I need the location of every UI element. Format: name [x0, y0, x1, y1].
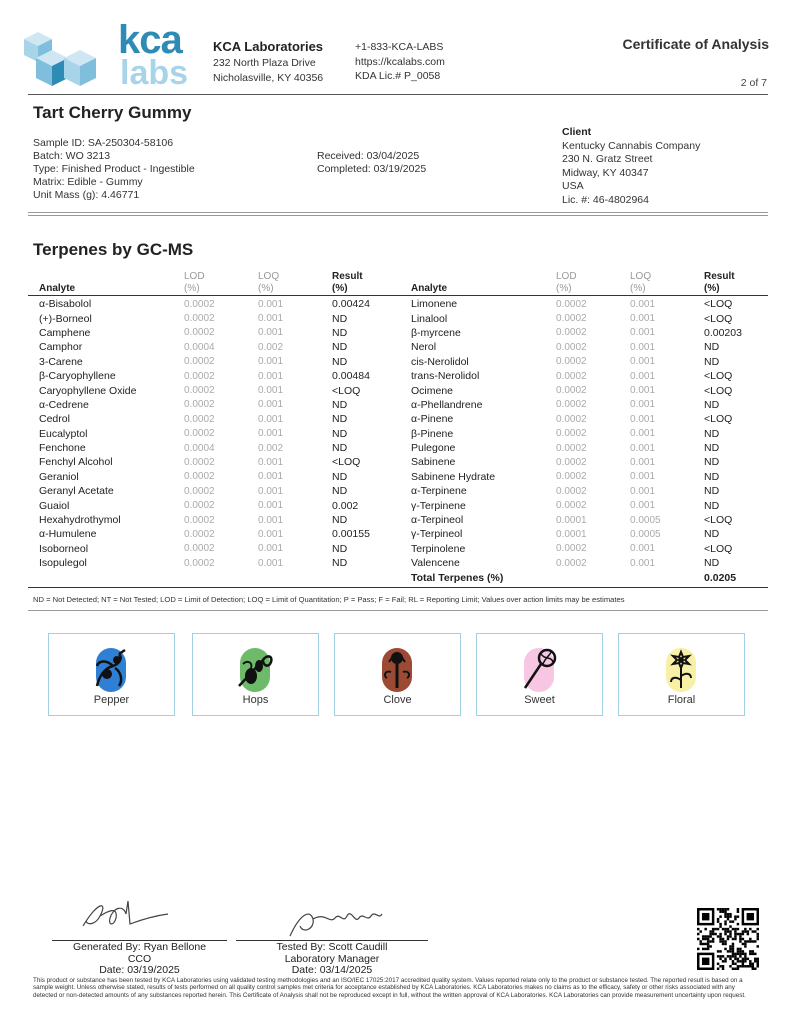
table-header-row [39, 271, 384, 297]
analyte-cell: trans-Nerolidol [411, 370, 480, 383]
result-cell: <LOQ [704, 413, 733, 426]
generated-by-title: CCO [127, 952, 152, 965]
result-cell: ND [332, 355, 348, 368]
total-label: Total Terpenes (%) [411, 571, 504, 584]
result-cell: ND [332, 442, 348, 455]
lod-cell: 0.0002 [184, 356, 215, 368]
matrix: Matrix: Edible - Gummy [33, 176, 143, 188]
loq-cell: 0.001 [630, 313, 656, 325]
loq-cell: 0.001 [630, 413, 656, 425]
loq-cell: 0.001 [630, 500, 656, 512]
loq-cell: 0.001 [258, 313, 284, 325]
lod-cell: 0.0002 [184, 428, 215, 440]
loq-cell: 0.001 [258, 413, 284, 425]
lod-cell: 0.0002 [556, 456, 587, 468]
result-cell: <LOQ [704, 514, 733, 527]
kca-labs-logo [22, 18, 192, 92]
result-cell: ND [332, 470, 348, 483]
col-loq: LOQ (%) [258, 271, 280, 294]
lod-cell: 0.0002 [556, 298, 587, 310]
table-row [39, 470, 384, 484]
header-divider [28, 94, 768, 95]
aroma-label: Clove [383, 694, 412, 706]
analyte-cell: Terpinolene [411, 542, 466, 555]
table-header-divider [28, 295, 768, 296]
table-row [39, 297, 384, 311]
product-name: Tart Cherry Gummy [33, 103, 192, 122]
result-cell: ND [704, 442, 720, 455]
result-cell: ND [332, 341, 348, 354]
lod-cell: 0.0001 [556, 514, 587, 526]
aroma-label: Sweet [524, 694, 555, 706]
lod-cell: 0.0002 [556, 385, 587, 397]
lod-cell: 0.0002 [184, 370, 215, 382]
table-row [39, 340, 384, 354]
analyte-cell: (+)-Borneol [39, 312, 92, 325]
result-cell: <LOQ [704, 384, 733, 397]
aroma-tile-hops [192, 633, 319, 716]
result-cell: <LOQ [332, 384, 361, 397]
loq-cell: 0.001 [630, 298, 656, 310]
hops-icon [233, 646, 277, 692]
result-cell: ND [332, 413, 348, 426]
lod-cell: 0.0002 [556, 313, 587, 325]
lod-cell: 0.0002 [556, 356, 587, 368]
disclaimer: This product or substance has been tested by KCA Laboratories using validated testing methodologies and an ISO/IEC 17025:2017 accredited quality system. Values reported relate only to the product or substance tested. The reported result is based on a sample weight. Unless otherwise stated, results of tests performed on all quality control samples met criteria for acceptance established by KCA Laboratories. KCA Laboratories makes no claims as to the efficacy, safety or other risks associated with any detected or non-detected amounts of any substances reported herein. This Certificate of Analysis shall not be reproduced except in full, without the written approval of KCA Laboratories. KCA Laboratories can provide measurement uncertainty upon request. [33, 977, 746, 999]
sample-dates [317, 150, 426, 176]
analyte-cell: Caryophyllene Oxide [39, 384, 137, 397]
loq-cell: 0.001 [630, 370, 656, 382]
table-row [411, 470, 769, 484]
lod-cell: 0.0002 [556, 341, 587, 353]
analyte-cell: α-Humulene [39, 528, 97, 541]
analyte-cell: Sabinene Hydrate [411, 470, 496, 483]
legend-divider [28, 610, 768, 611]
loq-cell: 0.001 [258, 385, 284, 397]
table-row [411, 441, 769, 455]
scott-caudill-signature [285, 904, 385, 942]
result-cell: <LOQ [704, 542, 733, 555]
table-row [411, 369, 769, 383]
client-license: Lic. #: 46-4802964 [562, 193, 649, 206]
loq-cell: 0.001 [258, 370, 284, 382]
analyte-cell: Eucalyptol [39, 427, 88, 440]
lod-cell: 0.0002 [184, 313, 215, 325]
loq-cell: 0.001 [258, 428, 284, 440]
loq-cell: 0.001 [630, 485, 656, 497]
table-row [39, 326, 384, 340]
result-cell: <LOQ [704, 298, 733, 311]
loq-cell: 0.001 [258, 456, 284, 468]
batch: Batch: WO 3213 [33, 150, 111, 162]
table-row [411, 412, 769, 426]
loq-cell: 0.001 [258, 471, 284, 483]
lod-cell: 0.0002 [184, 528, 215, 540]
clove-icon [375, 646, 419, 692]
table-row [411, 427, 769, 441]
result-cell: ND [332, 312, 348, 325]
table-row [411, 527, 769, 541]
result-cell: 0.002 [332, 499, 359, 512]
table-row [39, 484, 384, 498]
loq-cell: 0.0005 [630, 528, 661, 540]
analyte-cell: Fenchone [39, 442, 86, 455]
loq-cell: 0.001 [258, 500, 284, 512]
lod-cell: 0.0002 [184, 456, 215, 468]
lod-cell: 0.0002 [556, 557, 587, 569]
table-row [411, 398, 769, 412]
analyte-cell: α-Pinene [411, 413, 454, 426]
table-row [39, 355, 384, 369]
col-analyte: Analyte [39, 282, 76, 294]
section-title: Terpenes by GC-MS [33, 240, 194, 259]
lab-license: KDA Lic.# P_0058 [355, 70, 441, 82]
aroma-label: Floral [667, 694, 696, 706]
loq-cell: 0.001 [258, 543, 284, 555]
sample-type: Type: Finished Product - Ingestible [33, 163, 195, 175]
result-cell: ND [332, 485, 348, 498]
loq-cell: 0.002 [258, 442, 284, 454]
result-cell: <LOQ [332, 456, 361, 469]
generated-by-name: Generated By: Ryan Bellone [72, 941, 207, 953]
loq-cell: 0.001 [630, 471, 656, 483]
table-row [39, 412, 384, 426]
table-row [39, 527, 384, 541]
loq-cell: 0.001 [630, 327, 656, 339]
analyte-cell: Geranyl Acetate [39, 485, 114, 498]
lod-cell: 0.0002 [556, 543, 587, 555]
result-cell: 0.00203 [704, 326, 742, 339]
table-row [39, 311, 384, 325]
lod-cell: 0.0002 [556, 399, 587, 411]
result-cell: <LOQ [704, 312, 733, 325]
total-value: 0.0205 [704, 571, 737, 584]
lod-cell: 0.0002 [556, 327, 587, 339]
table-row [39, 383, 384, 397]
analyte-cell: α-Terpineol [411, 514, 464, 527]
analyte-cell: Sabinene [411, 456, 456, 469]
aroma-tile-floral [618, 633, 745, 716]
loq-cell: 0.002 [258, 341, 284, 353]
lod-cell: 0.0002 [184, 298, 215, 310]
lod-cell: 0.0002 [184, 543, 215, 555]
analyte-cell: Pulegone [411, 442, 456, 455]
loq-cell: 0.001 [630, 341, 656, 353]
loq-cell: 0.001 [258, 327, 284, 339]
page-number: 2 of 7 [740, 77, 767, 89]
result-cell: ND [332, 514, 348, 527]
lod-cell: 0.0004 [184, 442, 215, 454]
table-bottom-divider [28, 587, 768, 588]
analyte-cell: Hexahydrothymol [39, 514, 121, 527]
lod-cell: 0.0002 [184, 413, 215, 425]
col-analyte: Analyte [411, 282, 448, 294]
analyte-cell: Cedrol [39, 413, 70, 426]
table-row [411, 297, 769, 311]
table-row [39, 513, 384, 527]
address-line-1: 232 North Plaza Drive [213, 57, 316, 69]
result-cell: 0.00155 [332, 528, 370, 541]
loq-cell: 0.001 [258, 557, 284, 569]
analyte-cell: Valencene [411, 557, 460, 570]
result-cell: ND [704, 499, 720, 512]
loq-cell: 0.0005 [630, 514, 661, 526]
loq-cell: 0.001 [630, 385, 656, 397]
info-divider-2 [28, 215, 768, 216]
analyte-cell: Camphene [39, 326, 91, 339]
lod-cell: 0.0001 [556, 528, 587, 540]
lod-cell: 0.0002 [556, 413, 587, 425]
sweet-icon [517, 646, 561, 692]
result-cell: ND [704, 470, 720, 483]
loq-cell: 0.001 [630, 456, 656, 468]
lod-cell: 0.0004 [184, 341, 215, 353]
tested-by-title: Laboratory Manager [284, 952, 380, 965]
lod-cell: 0.0002 [184, 385, 215, 397]
aroma-tile-clove [334, 633, 461, 716]
analyte-cell: α-Terpinene [411, 485, 467, 498]
loq-cell: 0.001 [258, 528, 284, 540]
qr-code[interactable] [697, 908, 759, 970]
analyte-cell: β-Pinene [411, 427, 454, 440]
tested-by-date: Date: 03/14/2025 [291, 964, 373, 976]
table-row [411, 355, 769, 369]
table-row [411, 484, 769, 498]
analyte-cell: cis-Nerolidol [411, 355, 469, 368]
aroma-tile-sweet [476, 633, 603, 716]
result-cell: ND [704, 427, 720, 440]
table-row [39, 542, 384, 556]
lod-cell: 0.0002 [184, 485, 215, 497]
table-row [39, 369, 384, 383]
lod-cell: 0.0002 [184, 557, 215, 569]
col-result: Result (%) [704, 271, 735, 294]
result-cell: ND [332, 542, 348, 555]
analyte-cell: Nerol [411, 341, 437, 354]
table-row [39, 398, 384, 412]
lod-cell: 0.0002 [556, 428, 587, 440]
table-row [411, 513, 769, 527]
lod-cell: 0.0002 [184, 500, 215, 512]
ryan-bellone-signature [78, 896, 173, 936]
client-city: Midway, KY 40347 [562, 166, 649, 179]
loq-cell: 0.001 [630, 356, 656, 368]
analyte-cell: Limonene [411, 298, 458, 311]
aroma-label: Pepper [93, 694, 130, 706]
loq-cell: 0.001 [630, 557, 656, 569]
lab-name: KCA Laboratories [213, 39, 324, 54]
lod-cell: 0.0002 [184, 399, 215, 411]
lod-cell: 0.0002 [184, 327, 215, 339]
abbreviation-legend: ND = Not Detected; NT = Not Tested; LOD = Limit of Detection; LOQ = Limit of Quantitation; P = Pass; F = Fail; RL = Reporting Limit; Values over action limits may be estimates [33, 595, 625, 604]
lod-cell: 0.0002 [184, 514, 215, 526]
result-cell: ND [332, 557, 348, 570]
col-result: Result (%) [332, 271, 363, 294]
lab-contact [355, 40, 445, 84]
analyte-cell: Guaiol [39, 499, 70, 512]
analyte-cell: Geraniol [39, 470, 79, 483]
loq-cell: 0.001 [258, 399, 284, 411]
aroma-label: Hops [242, 694, 269, 706]
result-cell: ND [704, 557, 720, 570]
tested-by-block [236, 942, 428, 977]
lod-cell: 0.0002 [556, 442, 587, 454]
col-lod: LOD (%) [556, 271, 577, 294]
col-lod: LOD (%) [184, 271, 205, 294]
phone: +1-833-KCA-LABS [355, 41, 444, 53]
document-title: Certificate of Analysis [622, 36, 769, 52]
result-cell: 0.00424 [332, 298, 370, 311]
table-row [39, 556, 384, 570]
result-cell: ND [704, 398, 720, 411]
tested-by-name: Tested By: Scott Caudill [276, 941, 388, 953]
client-name: Kentucky Cannabis Company [562, 139, 701, 152]
table-row [411, 326, 769, 340]
lod-cell: 0.0002 [556, 370, 587, 382]
terpenes-table-left [39, 271, 384, 570]
table-row [411, 498, 769, 512]
table-row [39, 455, 384, 469]
result-cell: ND [704, 355, 720, 368]
table-header-row [411, 271, 769, 297]
lod-cell: 0.0002 [184, 471, 215, 483]
result-cell: ND [704, 528, 720, 541]
table-row [39, 498, 384, 512]
lod-cell: 0.0002 [556, 485, 587, 497]
logo-kca-text: kca [118, 18, 182, 62]
table-row [411, 383, 769, 397]
result-cell: ND [332, 326, 348, 339]
table-row [39, 427, 384, 441]
result-cell: 0.00484 [332, 370, 370, 383]
table-row [411, 455, 769, 469]
result-cell: ND [332, 398, 348, 411]
analyte-cell: Fenchyl Alcohol [39, 456, 113, 469]
analyte-cell: β-Caryophyllene [39, 370, 116, 383]
received-date: Received: 03/04/2025 [317, 150, 420, 162]
loq-cell: 0.001 [258, 356, 284, 368]
table-row [411, 340, 769, 354]
result-cell: ND [704, 341, 720, 354]
analyte-cell: Linalool [411, 312, 448, 325]
table-row [411, 542, 769, 556]
result-cell: ND [332, 427, 348, 440]
client-street: 230 N. Gratz Street [562, 153, 653, 165]
loq-cell: 0.001 [630, 399, 656, 411]
logo-labs-text: labs [120, 54, 189, 92]
table-row [411, 556, 769, 570]
lod-cell: 0.0002 [556, 500, 587, 512]
client-info [562, 126, 700, 207]
aroma-tile-pepper [48, 633, 175, 716]
website-link[interactable]: https://kcalabs.com [355, 55, 445, 68]
result-cell: ND [704, 485, 720, 498]
loq-cell: 0.001 [258, 298, 284, 310]
analyte-cell: Ocimene [411, 384, 454, 397]
generated-by-block [52, 942, 227, 977]
loq-cell: 0.001 [630, 428, 656, 440]
analyte-cell: Isopulegol [39, 557, 87, 570]
analyte-cell: β-myrcene [411, 326, 461, 339]
analyte-cell: α-Cedrene [39, 398, 89, 411]
terpenes-table-right [411, 271, 769, 585]
cube-logo-icon [22, 28, 112, 94]
loq-cell: 0.001 [258, 514, 284, 526]
analyte-cell: γ-Terpinene [411, 499, 466, 512]
pepper-icon [89, 646, 133, 692]
col-loq: LOQ (%) [630, 271, 652, 294]
sample-id: Sample ID: SA-250304-58106 [33, 137, 174, 149]
generated-by-date: Date: 03/19/2025 [99, 964, 180, 976]
loq-cell: 0.001 [630, 543, 656, 555]
loq-cell: 0.001 [630, 442, 656, 454]
result-cell: ND [704, 456, 720, 469]
total-row [411, 570, 769, 584]
analyte-cell: 3-Carene [39, 355, 83, 368]
analyte-cell: α-Bisabolol [39, 298, 92, 311]
completed-date: Completed: 03/19/2025 [317, 163, 427, 175]
analyte-cell: Isoborneol [39, 542, 89, 555]
address-line-2: Nicholasville, KY 40356 [213, 72, 324, 84]
loq-cell: 0.001 [258, 485, 284, 497]
lod-cell: 0.0002 [556, 471, 587, 483]
lab-address [213, 56, 323, 86]
table-row [411, 311, 769, 325]
client-label: Client [562, 126, 592, 138]
unit-mass: Unit Mass (g): 4.46771 [33, 189, 140, 201]
analyte-cell: Camphor [39, 341, 83, 354]
analyte-cell: α-Phellandrene [411, 398, 483, 411]
info-divider [28, 212, 768, 213]
floral-icon [659, 646, 703, 692]
client-country: USA [562, 180, 584, 192]
table-row [39, 441, 384, 455]
result-cell: <LOQ [704, 370, 733, 383]
analyte-cell: γ-Terpineol [411, 528, 463, 541]
sample-info [33, 137, 195, 202]
